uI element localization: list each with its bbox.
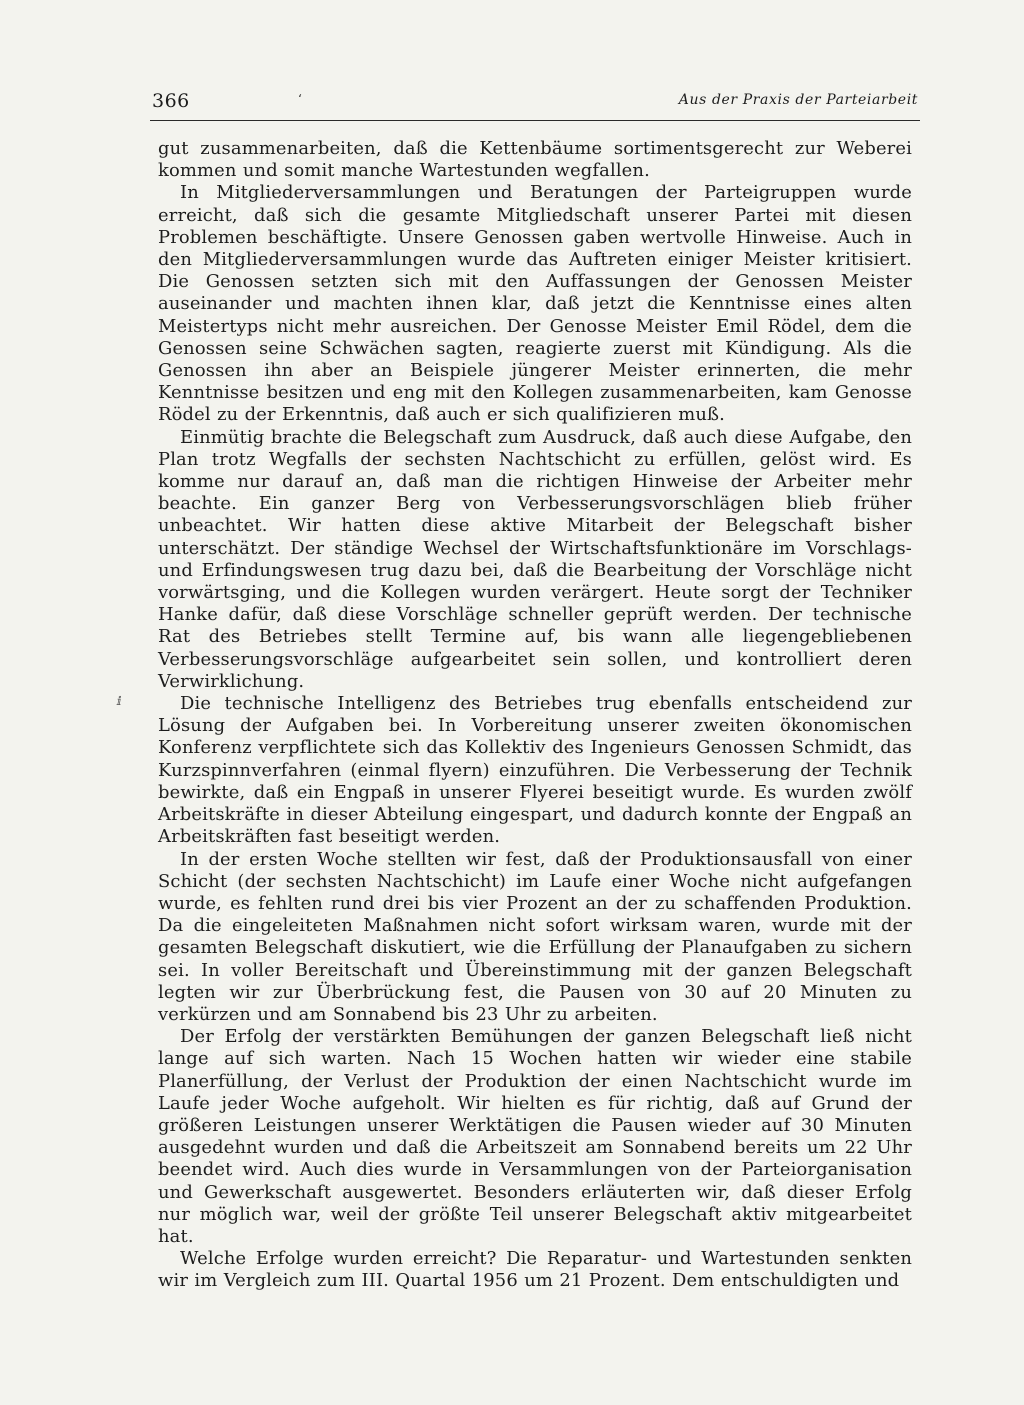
page-number: 366: [152, 90, 190, 112]
margin-mark: ⅈ: [117, 694, 122, 708]
header-rule: [150, 120, 920, 121]
header-mark: ‘: [298, 92, 302, 106]
paragraph: In der ersten Woche stellten wir fest, daß der Produktionsausfall von einer Schicht (der sechsten Nachtschicht) im Laufe einer Woche nicht aufgefangen wurde, es fehlten rund drei bis vier Prozent an der zu schaffenden Produktion. Da die eingeleiteten Maßnahmen nicht sofort wirksam waren, wurde mit der gesamten Belegschaft diskutiert, wie die Erfüllung der Planaufgaben zu sichern sei. In voller Bereitschaft und Übereinstimmung mit der ganzen Belegschaft legten wir zur Überbrückung fest, die Pausen von 30 auf 20 Minuten zu verkürzen und am Sonnabend bis 23 Uhr zu arbeiten.: [158, 848, 912, 1025]
body-text: [158, 138, 912, 1293]
paragraph: gut zusammenarbeiten, daß die Kettenbäume sortimentsgerecht zur Weberei kommen und somit manche Wartestunden wegfallen.: [158, 138, 912, 182]
paragraph: In Mitgliederversammlungen und Beratungen der Parteigruppen wurde erreicht, daß sich die gesamte Mitgliedschaft unserer Partei mit diesen Problemen beschäftigte. Unsere Genossen gaben wertvolle Hinweise. Auch in den Mitgliederversammlungen wurde das Auftreten einiger Meister kritisiert. Die Genossen setzten sich mit den Auffassungen der Genossen Meister auseinander und machten ihnen klar, daß jetzt die Kenntnisse eines alten Meistertyps nicht mehr ausreichen. Der Genosse Meister Emil Rödel, dem die Genossen seine Schwächen sagten, reagierte zuerst mit Kündigung. Als die Genossen ihn aber an Beispiele jüngerer Meister erinnerten, die mehr Kenntnisse besitzen und eng mit den Kollegen zusammenarbeiten, kam Genosse Rödel zu der Erkenntnis, daß auch er sich qualifizieren muß.: [158, 182, 912, 426]
paragraph: Einmütig brachte die Belegschaft zum Ausdruck, daß auch diese Aufgabe, den Plan trotz Wegfalls der sechsten Nachtschicht zu erfüllen, gelöst wird. Es komme nur darauf an, daß man die richtigen Hinweise der Arbeiter mehr beachte. Ein ganzer Berg von Verbesserungsvorschlägen blieb früher unbeachtet. Wir hatten diese aktive Mitarbeit der Belegschaft bisher unterschätzt. Der ständige Wechsel der Wirtschaftsfunktionäre im Vorschlags- und Erfindungswesen trug dazu bei, daß die Bearbeitung der Vorschläge nicht vorwärtsging, und die Kollegen wurden verärgert. Heute sorgt der Techniker Hanke dafür, daß diese Vorschläge schneller geprüft werden. Der technische Rat des Betriebes stellt Termine auf, bis wann alle liegengebliebenen Verbesserungsvorschläge aufgearbeitet sein sollen, und kontrolliert deren Verwirklichung.: [158, 426, 912, 692]
running-head: Aus der Praxis der Parteiarbeit: [678, 92, 918, 108]
paragraph: Der Erfolg der verstärkten Bemühungen der ganzen Belegschaft ließ nicht lange auf sich warten. Nach 15 Wochen hatten wir wieder eine stabile Planerfüllung, der Verlust der Produktion der einen Nachtschicht wurde im Laufe jeder Woche aufgeholt. Wir hielten es für richtig, daß auf Grund der größeren Leistungen unserer Werktätigen die Pausen wieder auf 30 Minuten ausgedehnt wurden und daß die Arbeitszeit am Sonnabend bereits um 22 Uhr beendet wird. Auch dies wurde in Versammlungen von der Parteiorganisation und Gewerkschaft ausgewertet. Besonders erläuterten wir, daß dieser Erfolg nur möglich war, weil der größte Teil unserer Belegschaft aktiv mitgearbeitet hat.: [158, 1026, 912, 1247]
paragraph: Welche Erfolge wurden erreicht? Die Reparatur- und Wartestunden senkten wir im Vergleich zum III. Quartal 1956 um 21 Prozent. Dem entschuldigten und: [158, 1248, 912, 1292]
paragraph: Die technische Intelligenz des Betriebes trug ebenfalls entscheidend zur Lösung der Aufgaben bei. In Vorbereitung unserer zweiten ökonomischen Konferenz verpflichtete sich das Kollektiv des Ingenieurs Genossen Schmidt, das Kurzspinnverfahren (einmal flyern) einzuführen. Die Verbesserung der Technik bewirkte, daß ein Engpaß in unserer Flyerei beseitigt wurde. Es wurden zwölf Arbeitskräfte in dieser Abteilung eingespart, und dadurch konnte der Engpaß an Arbeitskräften fast beseitigt werden.: [158, 693, 912, 848]
page-header: [150, 86, 920, 120]
